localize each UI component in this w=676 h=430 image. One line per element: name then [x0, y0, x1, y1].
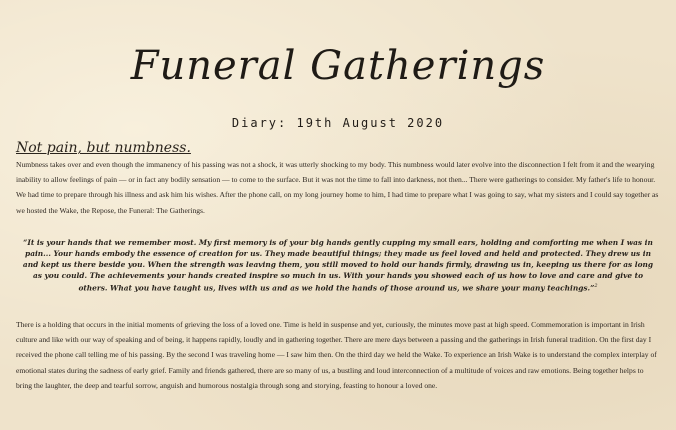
handwritten-heading: Not pain, but numbness.	[16, 140, 191, 156]
eulogy-quote	[18, 237, 658, 294]
page-title: Funeral Gatherings	[130, 43, 546, 89]
body-paragraph-1: Numbness takes over and even though the immanency of his passing was not a shock, it was utterly shocking to my body. This numbness would later evolve into the disconnection I felt from it and the wearying inability to allow feelings of pain — or in fact any bodily sensation — to come to the surface. But it was not the time to fall into darkness, not then... There were gatherings to consider. My father's life to honour. We had time to prepare through his illness and ask him his wishes. After the phone call, on my long journey home to him, I had time to prepare what I was going to say, what my sisters and I could say together as we hosted the Wake, the Repose, the Funeral: The Gatherings.	[16, 160, 659, 215]
quote-text: “It is your hands that we remember most. My first memory is of your big hands gently cupping my small ears, holding and comforting me when I was in pain... Your hands embody the essence of creation for us. They made beautiful things; they made us feel loved and held and protected. They drew us in and kept us there beside you. When the strength was leaving them, you still moved to hold our hands firmly, drawing us in, keeping us there for as long as you could. The achievements your hands created inspire so much in us. With your hands you showed each of us how to love and care and give to others. What you have taught us, lives with us and as we hold the hands of those around us, we share your many teachings.”	[22, 238, 654, 293]
diary-date: Diary: 19th August 2020	[231, 116, 445, 130]
body-paragraph-2: There is a holding that occurs in the initial moments of grieving the loss of a loved one. Time is held in suspense and yet, curiously, the minutes move past at high speed. Commemoration is important in Irish culture and like with our way of speaking and of being, it happens rapidly, loudly and in gathering together. There are mere days between a passing and the gatherings in Irish funeral tradition. On the first day I received the phone call telling me of his passing. By the second I was traveling home — I saw him then. On the third day we held the Wake. To experience an Irish Wake is to understand the complex interplay of emotional states during the sadness of early grief. Family and friends gathered, there are so many of us, a bustling and loud interconnection of a multitude of voices and raw emotions. Being together helps to bring the laughter, the deep and tearful sorrow, anguish and humorous nostalgia through song and storying, feasting to honour a loved one.	[16, 320, 657, 390]
footnote-marker: 2	[594, 283, 598, 290]
